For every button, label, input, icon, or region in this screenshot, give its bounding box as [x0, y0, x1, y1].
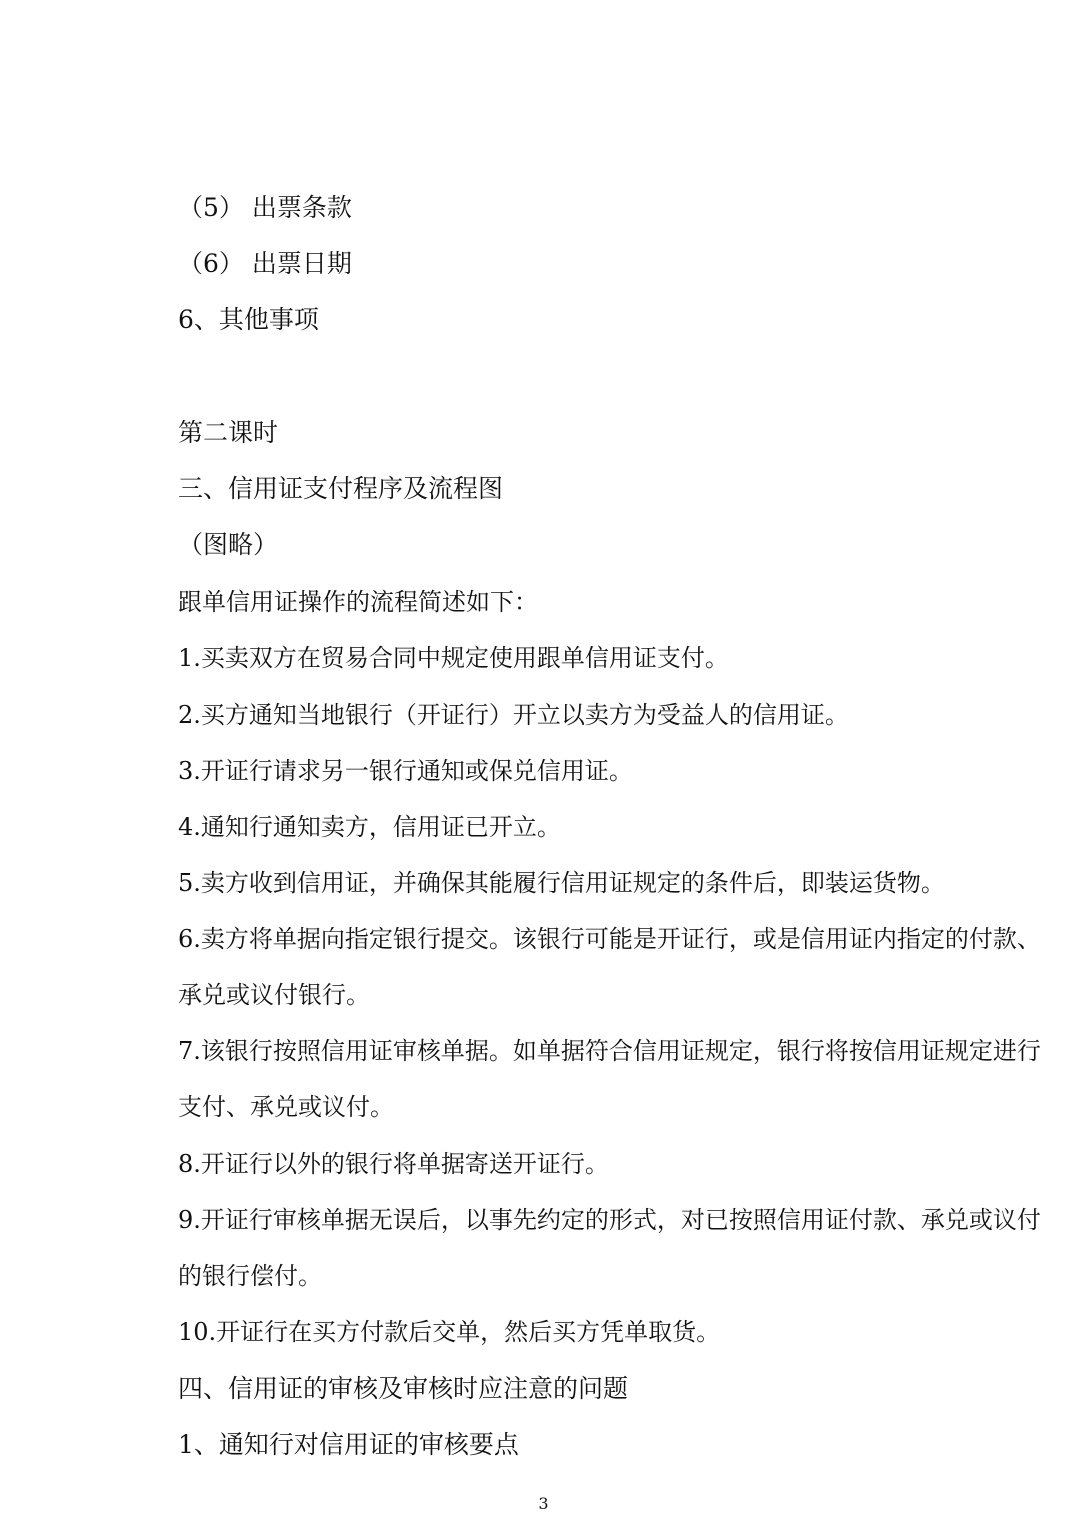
step-3: 3.开证行请求另一银行通知或保兑信用证。 [178, 757, 633, 785]
subsection-1-heading: 1、通知行对信用证的审核要点 [178, 1430, 519, 1459]
step-6: 6.卖方将单据向指定银行提交。该银行可能是开证行，或是信用证内指定的付款、 [178, 925, 1041, 953]
figure-omitted-note: （图略） [178, 530, 279, 559]
clause-5-drawing-terms: （5） 出票条款 [178, 193, 352, 222]
page-number: 3 [538, 1494, 549, 1513]
process-intro: 跟单信用证操作的流程简述如下： [178, 588, 538, 616]
step-7: 7.该银行按照信用证审核单据。如单据符合信用证规定，银行将按信用证规定进行 [178, 1037, 1041, 1065]
step-7-continued: 支付、承兑或议付。 [178, 1093, 394, 1121]
step-1: 1.买卖双方在贸易合同中规定使用跟单信用证支付。 [178, 644, 729, 672]
section-4-heading: 四、信用证的审核及审核时应注意的问题 [178, 1374, 629, 1403]
step-8: 8.开证行以外的银行将单据寄送开证行。 [178, 1150, 609, 1178]
step-5: 5.卖方收到信用证，并确保其能履行信用证规定的条件后，即装运货物。 [178, 869, 945, 897]
item-6-other-matters: 6、其他事项 [178, 305, 319, 334]
section-3-heading: 三、信用证支付程序及流程图 [178, 474, 504, 503]
step-10: 10.开证行在买方付款后交单，然后买方凭单取货。 [178, 1318, 721, 1346]
step-2: 2.买方通知当地银行（开证行）开立以卖方为受益人的信用证。 [178, 701, 849, 729]
lesson-heading: 第二课时 [178, 418, 279, 447]
clause-6-drawing-date: （6） 出票日期 [178, 249, 352, 278]
step-9-continued: 的银行偿付。 [178, 1262, 322, 1290]
step-6-continued: 承兑或议付银行。 [178, 981, 370, 1009]
step-9: 9.开证行审核单据无误后，以事先约定的形式，对已按照信用证付款、承兑或议付 [178, 1206, 1041, 1234]
step-4: 4.通知行通知卖方，信用证已开立。 [178, 813, 561, 841]
